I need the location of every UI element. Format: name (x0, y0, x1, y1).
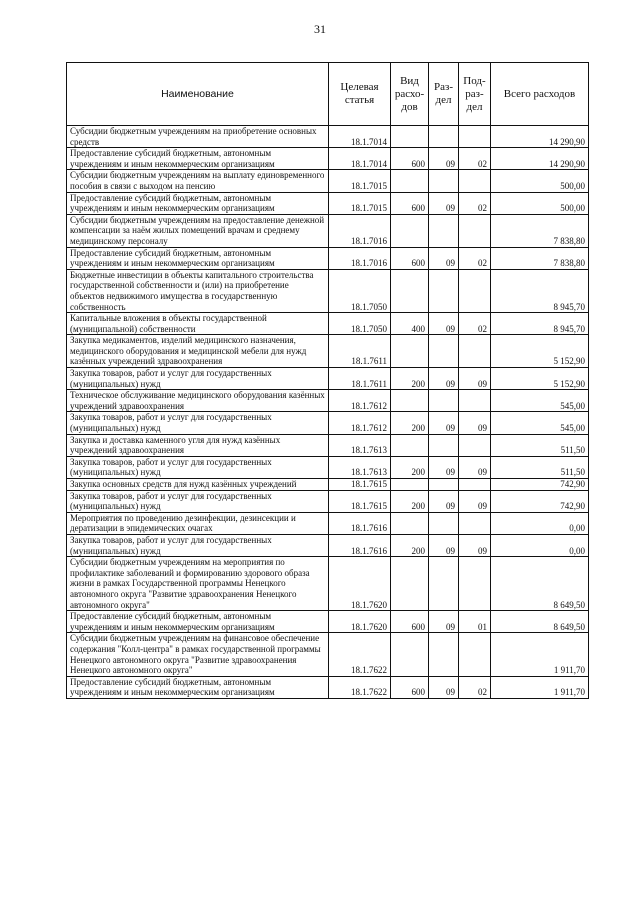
table-row (67, 390, 589, 412)
row-name: Предоставление субсидий бюджетным, автономным учреждениям и иным некоммерческим организациям (67, 611, 329, 633)
row-total: 1 911,70 (491, 633, 589, 676)
row-name: Субсидии бюджетным учреждениям на финансовое обеспечение содержания "Колл-центра" в рамках государственной программы Ненецкого автономного округа "Развитие здравоохранения Ненецкого автономного округа" (67, 633, 329, 676)
row-vid (391, 170, 429, 192)
row-vid (391, 126, 429, 148)
row-podrazdel (459, 557, 491, 611)
row-vid: 200 (391, 534, 429, 556)
row-podrazdel: 09 (459, 534, 491, 556)
row-vid: 600 (391, 676, 429, 698)
row-podrazdel (459, 390, 491, 412)
row-razdel (429, 390, 459, 412)
row-name: Закупка товаров, работ и услуг для государственных (муниципальных) нужд (67, 534, 329, 556)
row-total: 742,90 (491, 479, 589, 491)
row-name: Субсидии бюджетным учреждениям на предоставление денежной компенсации за наём жилых помещений врачам и среднему медицинскому персоналу (67, 214, 329, 247)
row-article: 18.1.7620 (329, 611, 391, 633)
row-total: 500,00 (491, 170, 589, 192)
row-razdel: 09 (429, 611, 459, 633)
row-razdel (429, 512, 459, 534)
header-vid: Вид расхо-дов (391, 63, 429, 126)
row-name: Закупка медикаментов, изделий медицинского назначения, медицинского оборудования и медицинской мебели для нужд казённых учреждений здравоохранения (67, 335, 329, 368)
row-name: Закупка основных средств для нужд казённых учреждений (67, 479, 329, 491)
table-row (67, 126, 589, 148)
row-podrazdel (459, 335, 491, 368)
table-row (67, 512, 589, 534)
row-vid: 600 (391, 148, 429, 170)
row-razdel (429, 479, 459, 491)
row-razdel: 09 (429, 247, 459, 269)
row-razdel: 09 (429, 490, 459, 512)
row-podrazdel: 09 (459, 412, 491, 434)
row-vid: 200 (391, 368, 429, 390)
row-podrazdel: 02 (459, 247, 491, 269)
row-razdel (429, 335, 459, 368)
row-article: 18.1.7050 (329, 313, 391, 335)
row-name: Субсидии бюджетным учреждениям на выплату единовременного пособия в связи с выходом на пенсию (67, 170, 329, 192)
row-name: Субсидии бюджетным учреждениям на мероприятия по профилактике заболеваний и формированию здорового образа жизни в рамках Государственной программы Ненецкого автономного округа "Развитие здравоохранения Ненецкого автономного округа" (67, 557, 329, 611)
row-vid (391, 512, 429, 534)
row-vid (391, 335, 429, 368)
row-name: Капитальные вложения в объекты государственной (муниципальной) собственности (67, 313, 329, 335)
row-vid: 600 (391, 611, 429, 633)
row-razdel (429, 126, 459, 148)
row-podrazdel: 09 (459, 490, 491, 512)
row-article: 18.1.7015 (329, 192, 391, 214)
row-name: Предоставление субсидий бюджетным, автономным учреждениям и иным некоммерческим организациям (67, 676, 329, 698)
row-razdel (429, 557, 459, 611)
row-article: 18.1.7616 (329, 512, 391, 534)
row-total: 0,00 (491, 534, 589, 556)
row-razdel (429, 170, 459, 192)
row-podrazdel: 02 (459, 313, 491, 335)
table-row (67, 313, 589, 335)
header-row (67, 63, 589, 126)
row-vid: 400 (391, 313, 429, 335)
row-total: 545,00 (491, 412, 589, 434)
table-row (67, 412, 589, 434)
table-row (67, 557, 589, 611)
row-total: 511,50 (491, 456, 589, 478)
table-row (67, 676, 589, 698)
row-vid: 200 (391, 490, 429, 512)
table-row (67, 490, 589, 512)
table-row (67, 534, 589, 556)
row-total: 500,00 (491, 192, 589, 214)
row-vid (391, 390, 429, 412)
row-name: Закупка товаров, работ и услуг для государственных (муниципальных) нужд (67, 412, 329, 434)
row-podrazdel: 09 (459, 368, 491, 390)
row-total: 1 911,70 (491, 676, 589, 698)
row-article: 18.1.7612 (329, 412, 391, 434)
row-razdel (429, 214, 459, 247)
row-article: 18.1.7616 (329, 534, 391, 556)
row-razdel: 09 (429, 534, 459, 556)
row-total: 742,90 (491, 490, 589, 512)
row-vid (391, 269, 429, 312)
table-row (67, 214, 589, 247)
row-total: 5 152,90 (491, 368, 589, 390)
row-name: Закупка товаров, работ и услуг для государственных (муниципальных) нужд (67, 368, 329, 390)
header-razdel: Раз-дел (429, 63, 459, 126)
row-podrazdel: 02 (459, 192, 491, 214)
row-article: 18.1.7622 (329, 676, 391, 698)
row-article: 18.1.7620 (329, 557, 391, 611)
row-podrazdel (459, 214, 491, 247)
row-podrazdel (459, 633, 491, 676)
table-row (67, 611, 589, 633)
row-name: Мероприятия по проведению дезинфекции, дезинсекции и дератизации в эпидемических очагах (67, 512, 329, 534)
row-total: 14 290,90 (491, 126, 589, 148)
row-total: 7 838,80 (491, 214, 589, 247)
row-vid: 200 (391, 456, 429, 478)
row-total: 14 290,90 (491, 148, 589, 170)
header-name: Наименование (67, 63, 329, 126)
row-razdel: 09 (429, 676, 459, 698)
row-total: 8 649,50 (491, 611, 589, 633)
row-name: Предоставление субсидий бюджетным, автономным учреждениям и иным некоммерческим организациям (67, 247, 329, 269)
row-podrazdel (459, 512, 491, 534)
row-article: 18.1.7611 (329, 368, 391, 390)
row-vid (391, 214, 429, 247)
row-total: 8 649,50 (491, 557, 589, 611)
row-article: 18.1.7015 (329, 170, 391, 192)
row-name: Бюджетные инвестиции в объекты капитального строительства государственной собственности и (или) на приобретение объектов недвижимого имущества в государственную собственность (67, 269, 329, 312)
row-podrazdel: 02 (459, 676, 491, 698)
row-article: 18.1.7615 (329, 490, 391, 512)
row-vid: 600 (391, 192, 429, 214)
row-razdel: 09 (429, 456, 459, 478)
row-total: 545,00 (491, 390, 589, 412)
row-podrazdel (459, 434, 491, 456)
row-vid: 200 (391, 412, 429, 434)
row-total: 7 838,80 (491, 247, 589, 269)
table-row (67, 633, 589, 676)
row-article: 18.1.7611 (329, 335, 391, 368)
row-article: 18.1.7612 (329, 390, 391, 412)
row-total: 8 945,70 (491, 269, 589, 312)
row-name: Техническое обслуживание медицинского оборудования казённых учреждений здравоохранения (67, 390, 329, 412)
row-total: 0,00 (491, 512, 589, 534)
table-row (67, 456, 589, 478)
row-name: Субсидии бюджетным учреждениям на приобретение основных средств (67, 126, 329, 148)
row-article: 18.1.7014 (329, 126, 391, 148)
row-razdel (429, 633, 459, 676)
table-row (67, 335, 589, 368)
row-podrazdel (459, 170, 491, 192)
table-row (67, 247, 589, 269)
row-total: 5 152,90 (491, 335, 589, 368)
row-name: Закупка товаров, работ и услуг для государственных (муниципальных) нужд (67, 456, 329, 478)
table-row (67, 479, 589, 491)
header-total: Всего расходов (491, 63, 589, 126)
table-row (67, 368, 589, 390)
row-podrazdel (459, 479, 491, 491)
row-article: 18.1.7016 (329, 214, 391, 247)
row-podrazdel (459, 126, 491, 148)
row-podrazdel: 02 (459, 148, 491, 170)
row-name: Предоставление субсидий бюджетным, автономным учреждениям и иным некоммерческим организациям (67, 148, 329, 170)
table-body (67, 126, 589, 699)
row-vid (391, 479, 429, 491)
table-row (67, 269, 589, 312)
row-razdel (429, 434, 459, 456)
row-name: Предоставление субсидий бюджетным, автономным учреждениям и иным некоммерческим организациям (67, 192, 329, 214)
header-podrazdel: Под-раз-дел (459, 63, 491, 126)
row-razdel (429, 269, 459, 312)
row-vid (391, 557, 429, 611)
row-article: 18.1.7014 (329, 148, 391, 170)
row-vid (391, 434, 429, 456)
row-razdel: 09 (429, 368, 459, 390)
row-vid (391, 633, 429, 676)
budget-table (66, 62, 589, 699)
row-podrazdel: 01 (459, 611, 491, 633)
row-razdel: 09 (429, 192, 459, 214)
row-total: 8 945,70 (491, 313, 589, 335)
row-total: 511,50 (491, 434, 589, 456)
row-article: 18.1.7016 (329, 247, 391, 269)
row-article: 18.1.7050 (329, 269, 391, 312)
row-article: 18.1.7613 (329, 456, 391, 478)
header-article: Целевая статья (329, 63, 391, 126)
row-razdel: 09 (429, 313, 459, 335)
row-name: Закупка и доставка каменного угля для нужд казённых учреждений здравоохранения (67, 434, 329, 456)
row-article: 18.1.7613 (329, 434, 391, 456)
table-row (67, 434, 589, 456)
table-row (67, 192, 589, 214)
table-row (67, 148, 589, 170)
row-article: 18.1.7622 (329, 633, 391, 676)
row-vid: 600 (391, 247, 429, 269)
row-name: Закупка товаров, работ и услуг для государственных (муниципальных) нужд (67, 490, 329, 512)
row-podrazdel: 09 (459, 456, 491, 478)
row-razdel: 09 (429, 148, 459, 170)
page-number: 31 (314, 22, 326, 36)
row-article: 18.1.7615 (329, 479, 391, 491)
table-row (67, 170, 589, 192)
row-razdel: 09 (429, 412, 459, 434)
row-podrazdel (459, 269, 491, 312)
